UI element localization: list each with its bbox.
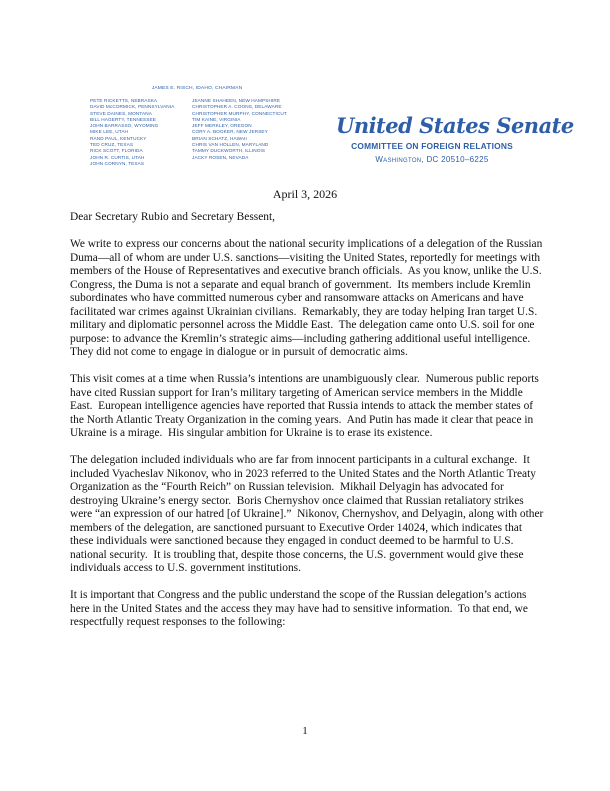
member-name: CHRISTOPHER A. COONS, DELAWARE — [192, 104, 282, 110]
member-name: STEVE DAINES, MONTANA — [90, 110, 152, 116]
member-name: JOHN BARRASSO, WYOMING — [90, 123, 159, 129]
senate-masthead — [336, 113, 574, 164]
paragraph-3: The delegation included individuals who are far from innocent participants in a cultural exchange. It included Vyacheslav Nikonov, who in 2023 referred to the United States and the North Atlantic Treaty Organization as the “Fourth Reich” on Russian television. Mikhail Delyagin has advocated for destroying Ukraine’s energy sector. Boris Chernyshov once claimed that Russian retaliatory strikes were “an expression of our hatred [of Ukraine].” Nikonov, Chernyshov, and Delyagin, along with other members of the delegation, are sanctioned pursuant to Executive Order 14024, which indicates that these individuals were sanctioned because they engaged in conduct deemed to be harmful to U.S. national security. It is troubling that, despite those concerns, the U.S. government would give these individuals access to U.S. government institutions. — [70, 454, 547, 574]
member-name: BRIAN SCHATZ, HAWAII — [192, 135, 247, 141]
committee-address: Washington, DC 20510–6225 — [375, 155, 489, 164]
member-name: TED CRUZ, TEXAS — [90, 142, 134, 148]
committee-members-block — [90, 86, 304, 167]
member-name: TAMMY DUCKWORTH, ILLINOIS — [192, 148, 266, 154]
senate-name: United States Senate — [336, 113, 574, 138]
paragraph-2: This visit comes at a time when Russia’s intentions are unambiguously clear. Numerous public reports have cited Russian support for Iran’s military targeting of American service members in the Middle East. European intelligence agencies have reported that Russia intends to attack the member states of the North Atlantic Treaty Organization in the coming years. And Putin has made it clear that peace in Ukraine is a mirage. His singular ambition for Ukraine is to erase its existence. — [70, 373, 542, 439]
member-name: CHRISTOPHER MURPHY, CONNECTICUT — [192, 110, 287, 116]
paragraph-1: We write to express our concerns about the national security implications of a delegation of the Russian Duma—all of whom are under U.S. sanctions—visiting the United States, reportedly for meetings with members of the House of Representatives and executive branch officials. As you know, unlike the U.S. Congress, the Duma is not a separate and equal branch of government. Its members include Kremlin subordinates who have committed numerous cyber and ransomware attacks on Americans and have facilitated war crimes against Ukrainian civilians. Remarkably, they are today helping Iran target U.S. military and diplomatic personnel across the Middle East. The delegation came onto U.S. soil for one purpose: to advance the Kremlin’s strategic aims—including gathering additional useful intelligence. They did not come to engage in dialogue or in pursuit of democratic aims. — [70, 238, 546, 358]
member-name: JOHN R. CURTIS, UTAH — [90, 154, 145, 160]
member-name: TIM KAINE, VIRGINIA — [192, 116, 241, 122]
committee-name: COMMITTEE ON FOREIGN RELATIONS — [351, 141, 513, 151]
chairman-line: JAMES E. RISCH, IDAHO, CHAIRMAN — [151, 86, 243, 91]
salutation: Dear Secretary Rubio and Secretary Bessent, — [70, 211, 275, 223]
member-name: MIKE LEE, UTAH — [90, 129, 129, 135]
paragraph-4: It is important that Congress and the public understand the scope of the Russian delegation’s actions here in the United States and the access they may have had to sensitive information. To that end, we respectfully request responses to the following: — [70, 589, 531, 628]
member-name: JEANNE SHAHEEN, NEW HAMPSHIRE — [192, 98, 281, 103]
member-name: BILL HAGERTY, TENNESSEE — [90, 116, 156, 122]
member-name: RICK SCOTT, FLORIDA — [90, 148, 143, 154]
letter-date: April 3, 2026 — [272, 187, 338, 201]
member-name: CHRIS VAN HOLLEN, MARYLAND — [192, 142, 269, 148]
member-name: DAVID McCORMICK, PENNSYLVANIA — [90, 104, 175, 110]
minority-members-column — [192, 98, 304, 167]
members-columns — [90, 98, 304, 167]
member-name: JACKY ROSEN, NEVADA — [192, 154, 249, 160]
member-name: JEFF MERKLEY, OREGON — [192, 123, 252, 129]
member-name: RAND PAUL, KENTUCKY — [90, 135, 147, 141]
page-number: 1 — [302, 725, 308, 737]
member-name: CORY A. BOOKER, NEW JERSEY — [192, 129, 268, 135]
majority-members-column — [90, 98, 192, 167]
member-name: JOHN CORNYN, TEXAS — [90, 160, 145, 166]
member-name: PETE RICKETTS, NEBRASKA — [90, 98, 158, 103]
letter-body — [70, 238, 547, 643]
